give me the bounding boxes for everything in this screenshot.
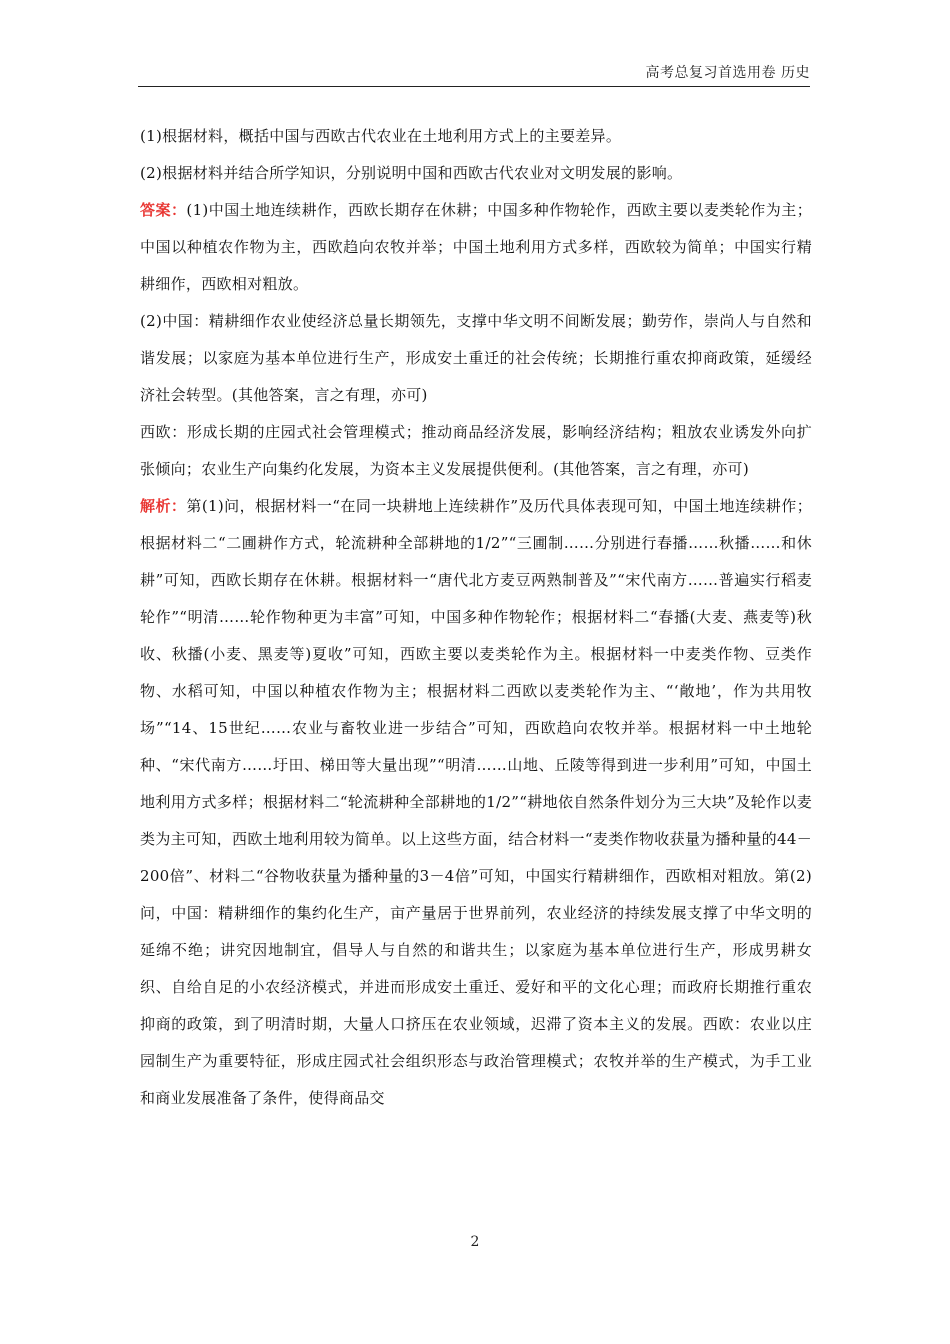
question-2: (2)根据材料并结合所学知识，分别说明中国和西欧古代农业对文明发展的影响。 xyxy=(140,164,683,182)
page-content xyxy=(140,118,812,1117)
question-1: (1)根据材料，概括中国与西欧古代农业在土地利用方式上的主要差异。 xyxy=(140,127,622,145)
answer-part-1 xyxy=(140,192,812,303)
analysis-paragraph xyxy=(140,488,812,1117)
analysis-label: 解析： xyxy=(140,497,187,515)
answer-part-2-europe: 西欧：形成长期的庄园式社会管理模式；推动商品经济发展，影响经济结构；粗放农业诱发外向扩张倾向；农业生产向集约化发展，为资本主义发展提供便利。(其他答案，言之有理，亦可) xyxy=(140,423,812,478)
header-divider xyxy=(138,86,810,87)
page-header: 高考总复习首选用卷 历史 xyxy=(645,65,810,81)
answer-label: 答案： xyxy=(140,201,187,219)
analysis-text: 第(1)问，根据材料一“在同一块耕地上连续耕作”及历代具体表现可知，中国土地连续耕作；根据材料二“二圃耕作方式，轮流耕种全部耕地的1/2”“三圃制……分别进行春播……秋播……和休耕”可知，西欧长期存在休耕。根据材料一“唐代北方麦豆两熟制普及”“宋代南方……普遍实行稻麦轮作”“明清……轮作物种更为丰富”可知，中国多种作物轮作；根据材料二“春播(大麦、燕麦等)秋收、秋播(小麦、黑麦等)夏收”可知，西欧主要以麦类轮作为主。根据材料一中麦类作物、豆类作物、水稻可知，中国以种植农作物为主；根据材料二西欧以麦类轮作为主、“‘敞地’，作为共用牧场”“14、15世纪……农业与畜牧业进一步结合”可知，西欧趋向农牧并举。根据材料一中土地轮种、“宋代南方……圩田、梯田等大量出现”“明清……山地、丘陵等得到进一步利用”可知，中国土地利用方式多样；根据材料二“轮流耕种全部耕地的1/2”“耕地依自然条件划分为三大块”及轮作以麦类为主可知，西欧土地利用较为简单。以上这些方面，结合材料一“麦类作物收获量为播种量的44－200倍”、材料二“谷物收获量为播种量的3－4倍”可知，中国实行精耕细作，西欧相对粗放。第(2)问，中国：精耕细作的集约化生产，亩产量居于世界前列，农业经济的持续发展支撑了中华文明的延绵不绝；讲究因地制宜，倡导人与自然的和谐共生；以家庭为基本单位进行生产，形成男耕女织、自给自足的小农经济模式，并进而形成安土重迁、爱好和平的文化心理；而政府长期推行重农抑商的政策，到了明清时期，大量人口挤压在农业领域，迟滞了资本主义的发展。西欧：农业以庄园制生产为重要特征，形成庄园式社会组织形态与政治管理模式；农牧并举的生产模式，为手工业和商业发展准备了条件，使得商品交 xyxy=(140,497,812,1107)
answer-part-1-text: (1)中国土地连续耕作，西欧长期存在休耕；中国多种作物轮作，西欧主要以麦类轮作为主；中国以种植农作物为主，西欧趋向农牧并举；中国土地利用方式多样，西欧较为简单；中国实行精耕细作，西欧相对粗放。 xyxy=(140,201,812,293)
answer-part-2-china: (2)中国：精耕细作农业使经济总量长期领先，支撑中华文明不间断发展；勤劳作，崇尚人与自然和谐发展；以家庭为基本单位进行生产，形成安土重迁的社会传统；长期推行重农抑商政策，延缓经济社会转型。(其他答案，言之有理，亦可) xyxy=(140,312,812,404)
page-number: 2 xyxy=(470,1234,480,1250)
